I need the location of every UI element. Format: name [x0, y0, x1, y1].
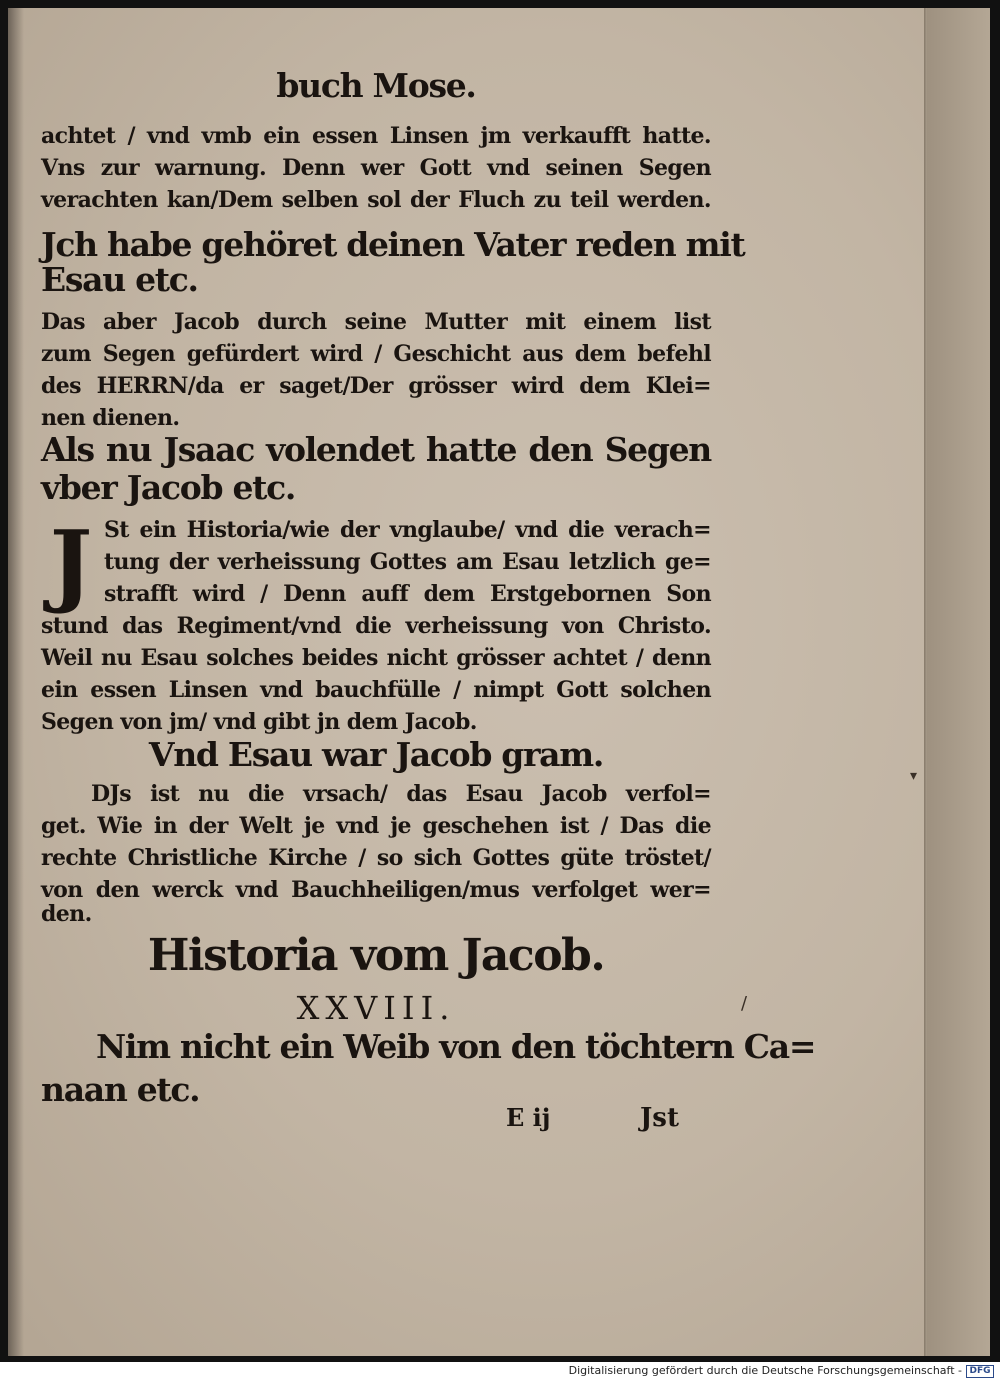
section-heading: Esau etc. [41, 260, 198, 299]
text-line: DJs ist nu die vrsach/ das Esau Jacob verfol= [91, 781, 711, 807]
dfg-logo: DFG [966, 1365, 994, 1378]
text-line: St ein Historia/wie der vnglaube/ vnd die verach= [104, 517, 711, 543]
page-outer-margin [927, 8, 990, 1356]
text-line: Das aber Jacob durch seine Mutter mit einem list [41, 309, 711, 335]
text-line: tung der verheissung Gottes am Esau letzlich ge= [104, 549, 711, 575]
section-heading: vber Jacob etc. [41, 468, 296, 507]
funding-notice: Digitalisierung gefördert durch die Deutsche Forschungsgemeinschaft - [568, 1364, 962, 1377]
text-line: von den werck vnd Bauchheiligen/mus verfolget wer= [41, 877, 711, 903]
text-line: strafft wird / Denn auff dem Erstgebornen Son [104, 581, 711, 607]
text-line: rechte Christliche Kirche / so sich Gottes güte tröstet/ [41, 845, 711, 871]
section-heading: Jch habe gehöret deinen Vater reden mit [41, 225, 745, 264]
footer-bar [0, 1362, 1000, 1381]
text-line: achtet / vnd vmb ein essen Linsen jm verkaufft hatte. [41, 123, 711, 149]
drop-cap-initial: J [49, 511, 93, 617]
section-heading: Nim nicht ein Weib von den töchtern Ca= [96, 1027, 816, 1066]
running-header: buch Mose. [276, 66, 476, 105]
chapter-title: Historia vom Jacob. [147, 930, 605, 981]
text-line: Weil nu Esau solches beides nicht grösser achtet / denn [41, 645, 711, 671]
text-line: ein essen Linsen vnd bauchfülle / nimpt Gott solchen [41, 677, 711, 703]
section-heading: Als nu Jsaac volendet hatte den Segen [41, 430, 711, 469]
text-line: stund das Regiment/vnd die verheissung von Christo. [41, 613, 711, 639]
text-line: get. Wie in der Welt je vnd je geschehen ist / Das die [41, 813, 711, 839]
text-line: des HERRN/da er saget/Der grösser wird dem Klei= [41, 373, 711, 399]
text-line: nen dienen. [41, 405, 180, 431]
text-line: Vns zur warnung. Denn wer Gott vnd seinen Segen [41, 155, 711, 181]
page-gutter-shadow [8, 8, 24, 1356]
chapter-number: XXVIII. [296, 989, 456, 1027]
text-line: Segen von jm/ vnd gibt jn dem Jacob. [41, 709, 477, 735]
margin-mark: ▾ [910, 768, 918, 784]
text-line: verachten kan/Dem selben sol der Fluch zu teil werden. [41, 187, 711, 213]
book-page [8, 8, 990, 1356]
margin-stroke: / [741, 993, 748, 1014]
section-heading: Vnd Esau war Jacob gram. [148, 735, 604, 774]
section-heading: naan etc. [41, 1070, 200, 1109]
text-line: zum Segen gefürdert wird / Geschicht aus dem befehl [41, 341, 711, 367]
text-line: den. [41, 901, 92, 927]
signature-mark: E ij [506, 1103, 551, 1132]
catchword: Jst [640, 1103, 679, 1133]
